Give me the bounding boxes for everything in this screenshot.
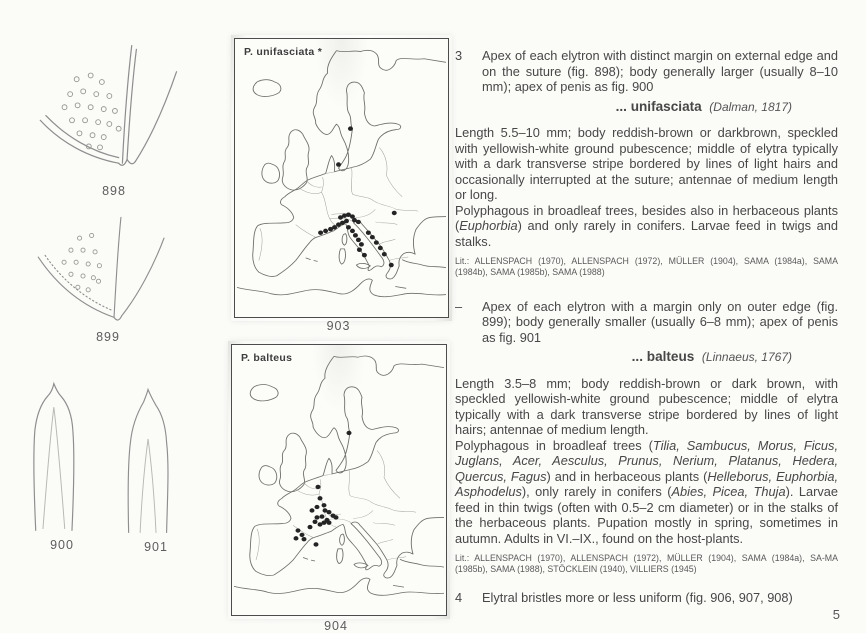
species-author: (Dalman, 1817) [709,99,792,114]
couplet-text: Apex of each elytron with distinct margin on external edge and on the suture (fig. 898); body generally larger (usually 8–10 mm); apex of penis as fig. 900 [482,48,838,94]
key-couplet-4 [455,590,838,606]
couplet-text: Apex of each elytron with a margin only on outer edge (fig. 899); body generally smaller (usually 6–8 mm); apex of penis as fig. 901 [482,298,838,345]
figure-901 [114,386,198,554]
balteus-description: Length 3.5–8 mm; body reddish-brown or dark brown, with speckled yellowish-white ground pubescence; middle of elytra typically with a dark transverse stripe bordered by lines of light hairs; antennae of medium length. [455,375,838,438]
couplet-number: 4 [455,589,463,605]
figure-900 [20,380,104,552]
couplet-number: – [455,298,463,314]
elytron-apex-drawing-898 [26,40,202,180]
europe-map-904 [232,345,446,615]
distribution-map-unifasciata [231,35,452,321]
figure-899 [20,214,196,344]
unifasciata-literature: Lit.: ALLENSPACH (1970), ALLENSPACH (1972), MÜLLER (1904), SAMA (1984a), SAMA (1984b), SAMA (1985b), SAMA (1988) [455,256,838,277]
figure-898 [26,40,202,198]
penis-apex-drawing-901 [114,386,198,536]
map-caption-904: 904 [324,619,348,633]
figure-caption-901: 901 [144,540,168,554]
figure-caption-900: 900 [50,538,74,552]
species-name: ... unifasciata [615,98,702,114]
distribution-map-balteus [228,341,450,619]
penis-apex-drawing-900 [20,380,104,534]
species-author: (Linnaeus, 1767) [701,350,792,365]
balteus-biology: Polyphagous in broadleaf trees (Tilia, Sambucus, Morus, Ficus, Juglans, Acer, Aesculus, Prunus, Nerium, Platanus, Hedera, Quercus, Fagus) and in herbaceous plants (Helleborus, Euphorbia, Asphodelus), only rarely in conifers (Abies, Picea, Thuja). Larvae feed in thin twigs (often with 0.5–2 cm diameter) or in the stalks of the herbaceous plants. Pupation mostly in spring, sometimes in autumn. Adults in VI.–IX., found on the host-plants. [455,437,839,546]
puncture-speckles [62,233,101,291]
figure-caption-899: 899 [96,330,120,344]
puncture-speckles [62,73,121,150]
map-species-label: P. balteus [241,352,293,364]
figure-caption-898: 898 [102,184,126,198]
couplet-number: 3 [455,48,463,63]
map-species-label: P. unifasciata * [244,46,323,58]
page-number: 5 [832,607,840,622]
map-caption-903: 903 [326,319,351,333]
elytron-apex-drawing-899 [20,214,196,326]
europe-map-903 [235,39,448,317]
unifasciata-description: Length 5.5–10 mm; body reddish-brown or darkbrown, speckled with yellowish-white ground pubescence; middle of elytra typically with a dark transverse stripe bordered by lines of light hairs and occasionally interrupted at the suture; antennae of medium length or long. [455,125,838,202]
unifasciata-biology: Polyphagous in broadleaf trees, besides also in herbaceous plants (Euphorbia) and only rarely in conifers. Larvae feed in twigs and stalks. [455,202,838,249]
species-name: ... balteus [631,349,695,365]
species-result-unifasciata [455,99,838,116]
record-dots-layer [294,431,352,547]
key-text-column [455,48,838,605]
couplet-text: Elytral bristles more or less uniform (fig. 906, 907, 908) [482,589,793,605]
key-couplet-3-alternative [455,299,838,346]
balteus-literature: Lit.: ALLENSPACH (1970), ALLENSPACH (1972), MÜLLER (1904), SAMA (1984a), SA-MA (1985b), SAMA (1988), STÖCKLEIN (1940), VILLIERS (1945) [455,553,838,574]
map-frame [234,38,449,318]
key-couplet-3 [455,48,838,95]
map-frame [231,344,447,616]
species-result-balteus [455,349,838,366]
